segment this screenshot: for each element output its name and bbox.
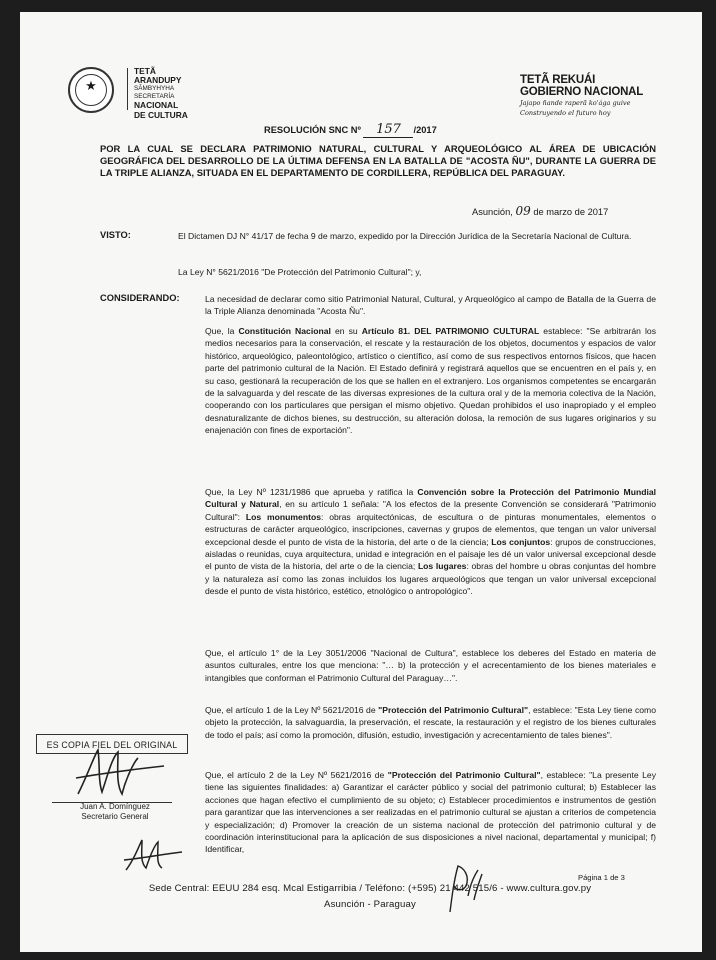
gobierno-nacional-logo: TETÃ REKUÁI GOBIERNO NACIONAL Jajapo ñande raperã ko'ága guive Construyendo el futuro hoy [520,74,644,117]
footer-city: Asunción - Paraguay [324,899,416,910]
visto-label: VISTO: [100,230,131,240]
logo-divider [127,68,128,110]
document-date: Asunción, 09 de marzo de 2017 [472,204,609,218]
copia-fiel-stamp: ES COPIA FIEL DEL ORIGINAL [36,734,188,754]
secretaria-logo-text: TETÃ ARANDUPY SÃMBYHYHA SECRETARÍA NACIONAL DE CULTURA [134,66,188,120]
page-number: Página 1 de 3 [578,873,625,882]
considerando-convencion: Que, la Ley Nº 1231/1986 que aprueba y ratifica la Convención sobre la Protección del Patrimonio Mundial Cultural y Natural, en su artículo 1 señala: "A los efectos de la presente Convención se considerará "Patrimonio Cultural": Los monumentos: obras arquitectónicas, de escultura o de pinturas monumentales, elementos o estructuras de carácter arqueológico, inscripciones, cavernas y grupos de elementos, que tengan un valor universal excepcional desde el punto de vista de la historia, del arte o de la ciencia; Los conjuntos: grupos de construcciones, aisladas o reunidas, cuya arquitectura, unidad e integración en el paisaje les dé un valor universal excepcional desde el punto de vista de la historia, del arte o de la ciencia; Los lugares: obras del hombre u obras conjuntas del hombre y la naturaleza así como las zonas incluidos los lugares arqueológicos que tengan un valor universal excepcional desde el punto de vista histórico, estético, etnológico o antropológico". [205,487,656,597]
visto-paragraph: El Dictamen DJ N° 41/17 de fecha 9 de marzo, expedido por la Dirección Jurídica de la Secretaría Nacional de Cultura. [178,231,632,241]
considerando-ley-patrimonio-art2: Que, el artículo 2 de la Ley Nº 5621/2016 de "Protección del Patrimonio Cultural", establece: "La presente Ley tiene las siguientes finalidades: a) Garantizar el carácter público y social del patrimonio cultural; b) Establecer las acciones que hagan efectivo el cumplimiento de su objeto; c) Establecer procedimientos e instrumentos de gestión para garantizar que las intervenciones a ser realizadas en el patrimonio cultural se ajustan a criterios de competencia y especialización; d) Promover la creación de un sistema nacional de protección del patrimonio cultural y de coordinación interinstitucional para la aplicación de sus disposiciones a nivel nacional, departamental y municipal; f) Identificar, [205,770,656,855]
visto-law: La Ley N° 5621/2016 "De Protección del Patrimonio Cultural"; y, [178,267,422,277]
document-title: POR LA CUAL SE DECLARA PATRIMONIO NATURAL, CULTURAL Y ARQUEOLÓGICO AL ÁREA DE UBICACIÓN GEOGRÁFICA DEL DESARROLLO DE LA ÚLTIMA DEFENSA EN LA BATALLA DE "ACOSTA ÑU", DURANTE LA GUERRA DE LA TRIPLE ALIANZA, SITUADA EN EL DEPARTAMENTO DE CORDILLERA, REPÚBLICA DEL PARAGUAY. [100,143,656,179]
considerando-constitucion: Que, la Constitución Nacional en su Artículo 81. DEL PATRIMONIO CULTURAL establece: "Se arbitrarán los medios necesarios para la conservación, el rescate y la restauración de los objetos, documentos y espacios de valor histórico, arqueológico, paleontológico, artístico o científico, así como de sus respectivos entornos físicos, que hacen parte del patrimonio cultural de la Nación. El Estado definirá y registrará aquellos que se encuentren en el país y, en su caso, gestionará la recuperación de los que se hallen en el extranjero. Los organismos competentes se encargarán de la salvaguarda y del rescate de las diversas expresiones de la cultura oral y de la memoria colectiva de la Nación, cooperando con los particulares que persigan el mismo objetivo. Quedan prohibidos el uso inapropiado y el empleo desnaturalizante de dichos bienes, su destrucción, su alteración dolosa, la remoción de sus lugares originarios y su enajenación con fines de exportación". [205,326,656,436]
initials-signature [120,834,190,876]
signatory: Juan A. Domínguez Secretario General [80,802,150,821]
national-seal-logo: ★ [68,67,114,113]
resolution-number: RESOLUCIÓN SNC Nº 157 /2017 [264,122,437,137]
considerando-label: CONSIDERANDO: [100,293,180,303]
handwritten-signature [68,744,178,806]
document-page [20,12,702,952]
considerando-ley-patrimonio-art1: Que, el artículo 1 de la Ley Nº 5621/2016 de "Protección del Patrimonio Cultural", establece: "Esta Ley tiene como objeto la protección, la salvaguardia, la preservación, el rescate, la restauración y el registro de los bienes culturales de todo el país; así como la promoción, difusión, estudio, investigación y acrecentamiento de tales bienes". [205,705,656,740]
considerando-ley-cultura: Que, el artículo 1° de la Ley 3051/2006 "Nacional de Cultura", establece los deberes del Estado en materia de asuntos culturales, entre los que menciona: "… b) la protección y el acrecentamiento de los bienes materiales e intangibles que conforman el Patrimonio Cultural del Paraguay…". [205,648,656,683]
considerando-intro: La necesidad de declarar como sitio Patrimonial Natural, Cultural, y Arqueológico al campo de Batalla de la Guerra de la Triple Alianza denominada "Acosta Ñu". [205,294,656,317]
footer-address: Sede Central: EEUU 284 esq. Mcal Estigarribia / Teléfono: (+595) 21 442 515/6 - www.cultura.gov.py [148,883,592,894]
